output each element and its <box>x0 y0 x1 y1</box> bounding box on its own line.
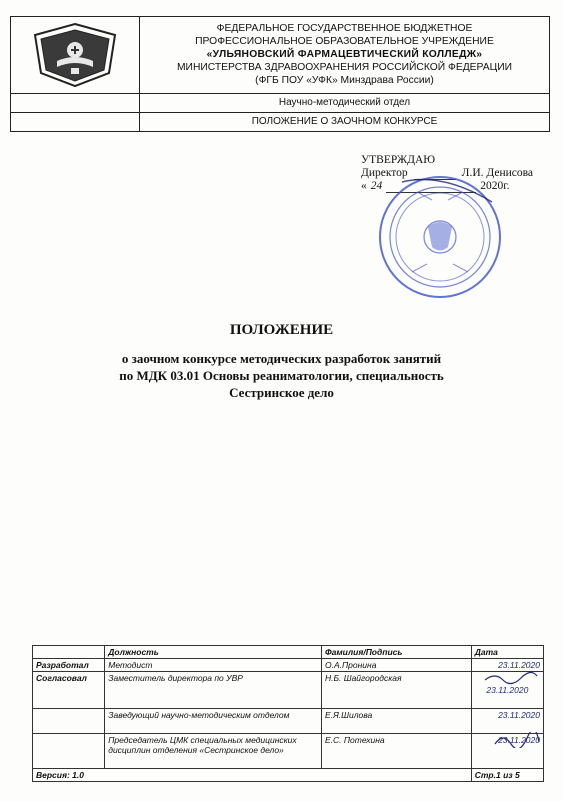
table-footer-row <box>33 769 544 782</box>
document-header <box>10 16 550 132</box>
page-label: Стр.1 из 5 <box>471 769 543 782</box>
table-row <box>33 672 544 709</box>
name-cell: Е.С. Потехина <box>322 734 472 769</box>
table-row <box>33 734 544 769</box>
document-subtitle <box>0 350 563 401</box>
version-label: Версия: 1.0 <box>33 769 472 782</box>
approval-table <box>32 645 544 782</box>
table-header <box>33 646 105 659</box>
table-row <box>33 709 544 734</box>
approval-year: 2020г. <box>480 180 510 192</box>
position-cell: Заместитель директора по УВР <box>105 672 322 709</box>
name-cell: Н.Б. Шайгородская <box>322 672 472 709</box>
row-label <box>33 709 105 734</box>
date-cell <box>471 709 543 734</box>
document-title: ПОЛОЖЕНИЕ <box>229 322 334 338</box>
org-line: ФЕДЕРАЛЬНОЕ ГОСУДАРСТВЕННОЕ БЮДЖЕТНОЕ <box>216 23 473 34</box>
college-logo <box>11 17 140 93</box>
approver-name: Л.И. Денисова <box>461 167 534 179</box>
document-type-label: ПОЛОЖЕНИЕ О ЗАОЧНОМ КОНКУРСЕ <box>251 116 438 127</box>
signature-icon <box>491 732 541 748</box>
subtitle-line: Сестринское дело <box>229 385 334 400</box>
name-cell: Е.Я.Шилова <box>322 709 472 734</box>
table-header: Дата <box>471 646 543 659</box>
position-cell: Председатель ЦМК специальных медицинских дисциплин отделения «Сестринское дело» <box>105 734 322 769</box>
row-label: Согласовал <box>33 672 105 709</box>
table-header-row <box>33 646 544 659</box>
college-emblem-icon <box>27 21 123 89</box>
approver-position: Директор <box>361 167 408 179</box>
department-label: Научно-методический отдел <box>278 97 411 108</box>
table-row <box>33 659 544 672</box>
org-line-abbr: (ФГБ ПОУ «УФК» Минздрава России) <box>255 75 434 86</box>
name-cell: О.А.Пронина <box>322 659 472 672</box>
position-cell: Заведующий научно-методическим отделом <box>105 709 322 734</box>
date-cell <box>471 734 543 769</box>
org-line: МИНИСТЕРСТВА ЗДРАВООХРАНЕНИЯ РОССИЙСКОЙ ФЕДЕРАЦИИ <box>176 62 513 73</box>
signature-icon <box>481 670 541 686</box>
organization-name <box>140 17 549 93</box>
approval-day: 24 <box>370 180 383 192</box>
date-cell <box>471 672 543 709</box>
org-line: ПРОФЕССИОНАЛЬНОЕ ОБРАЗОВАТЕЛЬНОЕ УЧРЕЖДЕНИЕ <box>195 36 494 47</box>
row-label <box>33 734 105 769</box>
date-value: 23.11.2020 <box>498 660 540 670</box>
subtitle-line: о заочном конкурсе методических разработок занятий <box>121 351 442 366</box>
date-value: 23.11.2020 <box>486 685 529 695</box>
table-header: Фамилия/Подпись <box>322 646 472 659</box>
approve-caption: УТВЕРЖДАЮ <box>361 154 436 166</box>
date-value: 23.11.2020 <box>498 710 540 720</box>
org-line-college: «УЛЬЯНОВСКИЙ ФАРМАЦЕВТИЧЕСКИЙ КОЛЛЕДЖ» <box>206 49 483 60</box>
position-cell: Методист <box>105 659 322 672</box>
subtitle-line: по МДК 03.01 Основы реаниматологии, специальность <box>119 368 444 383</box>
date-quote: « <box>361 180 367 192</box>
official-stamp <box>372 172 508 302</box>
date-value: 23.11.2020 <box>498 735 540 745</box>
table-header: Должность <box>105 646 322 659</box>
row-label: Разработал <box>33 659 105 672</box>
